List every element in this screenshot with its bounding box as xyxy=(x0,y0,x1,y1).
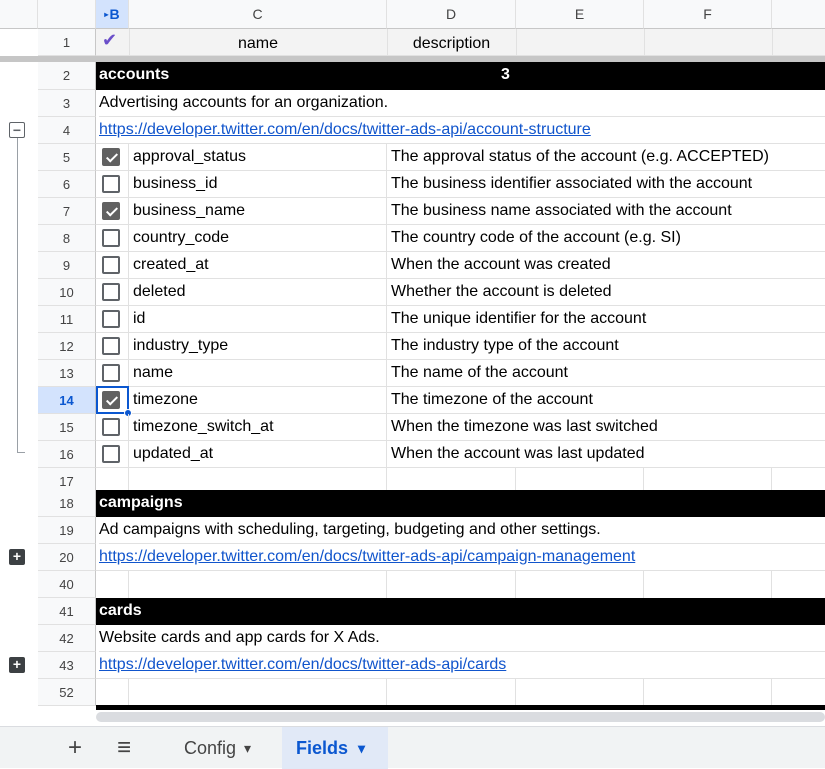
field-description[interactable]: The name of the account xyxy=(391,364,568,381)
section-title-cards[interactable]: cards xyxy=(96,598,825,625)
field-name[interactable]: created_at xyxy=(133,256,209,273)
field-description[interactable]: The timezone of the account xyxy=(391,391,593,408)
field-row xyxy=(0,387,825,414)
sheet-tab-fields[interactable]: Fields ▾ xyxy=(282,727,388,769)
row-number[interactable]: 42 xyxy=(38,625,96,652)
field-name[interactable]: name xyxy=(133,364,174,381)
field-checkbox[interactable] xyxy=(102,337,120,355)
row-number[interactable]: 2 xyxy=(38,62,96,90)
row-number[interactable]: 43 xyxy=(38,652,96,679)
field-description[interactable]: The approval status of the account (e.g. ACCEPTED) xyxy=(391,148,769,165)
field-description[interactable]: When the account was last updated xyxy=(391,445,645,462)
row-number[interactable]: 17 xyxy=(38,468,96,495)
column-header-f[interactable]: F xyxy=(644,0,772,29)
field-row xyxy=(0,333,825,360)
section-link[interactable]: https://developer.twitter.com/en/docs/twitter-ads-api/account-structure xyxy=(99,121,591,138)
column-expand-icon[interactable]: ▸ xyxy=(104,9,109,19)
select-all-corner[interactable] xyxy=(0,0,38,29)
section-title-accounts[interactable]: accounts 3 xyxy=(96,62,825,90)
section-count: 3 xyxy=(501,66,510,83)
empty-row xyxy=(0,571,825,598)
field-name[interactable]: timezone xyxy=(133,391,198,408)
field-description[interactable]: The unique identifier for the account xyxy=(391,310,647,327)
row-number[interactable]: 52 xyxy=(38,679,96,706)
section-description[interactable]: Website cards and app cards for X Ads. xyxy=(99,625,825,652)
row-number[interactable]: 18 xyxy=(38,490,96,517)
column-header-c[interactable]: C xyxy=(129,0,387,29)
add-sheet-icon[interactable]: + xyxy=(68,734,83,761)
row-number[interactable]: 11 xyxy=(38,306,96,333)
section-title-campaigns[interactable]: campaigns xyxy=(96,490,825,517)
field-name[interactable]: id xyxy=(133,310,146,327)
row-number[interactable]: 1 xyxy=(38,29,96,56)
row-number[interactable]: 14 xyxy=(38,387,96,414)
sheet-tab-bar xyxy=(0,726,825,768)
row-number[interactable]: 40 xyxy=(38,571,96,598)
field-checkbox[interactable] xyxy=(102,310,120,328)
description-row xyxy=(0,625,825,652)
row-number[interactable]: 5 xyxy=(38,144,96,171)
field-name[interactable]: country_code xyxy=(133,229,230,246)
checkmark-icon: ✔ xyxy=(102,30,118,50)
column-header-e[interactable]: E xyxy=(516,0,644,29)
field-row xyxy=(0,198,825,225)
row-number[interactable]: 7 xyxy=(38,198,96,225)
horizontal-scrollbar[interactable] xyxy=(96,712,825,722)
description-row xyxy=(0,517,825,544)
column-header-gutter xyxy=(38,0,96,29)
field-row xyxy=(0,252,825,279)
grid-body xyxy=(0,62,825,710)
field-row xyxy=(0,225,825,252)
tab-dropdown-icon[interactable]: ▾ xyxy=(358,739,366,756)
field-name[interactable]: business_name xyxy=(133,202,246,219)
expand-group-icon[interactable]: + xyxy=(9,657,25,673)
row-number[interactable]: 9 xyxy=(38,252,96,279)
field-description[interactable]: The business name associated with the account xyxy=(391,202,732,219)
column-header-b[interactable]: ▸ B xyxy=(96,0,129,29)
field-checkbox[interactable] xyxy=(102,202,120,220)
row-number[interactable]: 3 xyxy=(38,90,96,117)
row-number[interactable]: 15 xyxy=(38,414,96,441)
section-description[interactable]: Ad campaigns with scheduling, targeting, budgeting and other settings. xyxy=(99,517,825,544)
row-number[interactable]: 19 xyxy=(38,517,96,544)
link-row xyxy=(0,652,825,679)
field-description[interactable]: When the timezone was last switched xyxy=(391,418,658,435)
field-name[interactable]: deleted xyxy=(133,283,186,300)
field-row xyxy=(0,414,825,441)
column-header-d[interactable]: D xyxy=(387,0,516,29)
field-row xyxy=(0,360,825,387)
description-row xyxy=(0,90,825,117)
field-description[interactable]: The country code of the account (e.g. SI) xyxy=(391,229,681,246)
field-name[interactable]: business_id xyxy=(133,175,218,192)
row-number[interactable]: 20 xyxy=(38,544,96,571)
sheet-tab-config[interactable]: Config ▾ xyxy=(184,737,252,758)
field-checkbox[interactable] xyxy=(102,148,120,166)
collapse-group-icon[interactable]: − xyxy=(9,122,25,138)
row-number[interactable]: 41 xyxy=(38,598,96,625)
header-name: name xyxy=(237,35,279,52)
field-row xyxy=(0,441,825,468)
section-link[interactable]: https://developer.twitter.com/en/docs/twitter-ads-api/campaign-management xyxy=(99,548,636,565)
expand-group-icon[interactable]: + xyxy=(9,549,25,565)
field-checkbox[interactable] xyxy=(102,229,120,247)
section-row xyxy=(0,598,825,625)
field-checkbox[interactable] xyxy=(102,364,120,382)
field-description[interactable]: The industry type of the account xyxy=(391,337,619,354)
field-name[interactable]: timezone_switch_at xyxy=(133,418,274,435)
section-link[interactable]: https://developer.twitter.com/en/docs/twitter-ads-api/cards xyxy=(99,656,507,673)
section-row-partial xyxy=(96,705,825,710)
row-number[interactable]: 6 xyxy=(38,171,96,198)
all-sheets-menu-icon[interactable]: ≡ xyxy=(117,734,132,761)
row-number[interactable]: 13 xyxy=(38,360,96,387)
empty-row xyxy=(0,679,825,706)
field-description[interactable]: When the account was created xyxy=(391,256,611,273)
field-description[interactable]: The business identifier associated with the account xyxy=(391,175,753,192)
field-row xyxy=(0,279,825,306)
field-checkbox[interactable] xyxy=(102,283,120,301)
link-row xyxy=(0,117,825,144)
field-checkbox[interactable] xyxy=(102,175,120,193)
section-row xyxy=(0,490,825,517)
field-name[interactable]: approval_status xyxy=(133,148,246,165)
section-description[interactable]: Advertising accounts for an organization. xyxy=(99,90,825,117)
header-description: description xyxy=(412,35,491,52)
field-checkbox[interactable] xyxy=(102,256,120,274)
field-checkbox[interactable] xyxy=(102,418,120,436)
field-row xyxy=(0,306,825,333)
row-number[interactable]: 16 xyxy=(38,441,96,468)
column-header-g[interactable] xyxy=(772,0,825,29)
link-row xyxy=(0,544,825,571)
field-row xyxy=(0,144,825,171)
row-number[interactable]: 12 xyxy=(38,333,96,360)
field-description[interactable]: Whether the account is deleted xyxy=(391,283,612,300)
tab-dropdown-icon[interactable]: ▾ xyxy=(244,739,252,756)
row-number[interactable]: 8 xyxy=(38,225,96,252)
field-list xyxy=(0,144,825,468)
section-row xyxy=(0,62,825,90)
field-checkbox[interactable] xyxy=(102,445,120,463)
field-name[interactable]: updated_at xyxy=(133,445,214,462)
field-name[interactable]: industry_type xyxy=(133,337,229,354)
row-number[interactable]: 10 xyxy=(38,279,96,306)
field-row xyxy=(0,171,825,198)
row-number[interactable]: 4 xyxy=(38,117,96,144)
